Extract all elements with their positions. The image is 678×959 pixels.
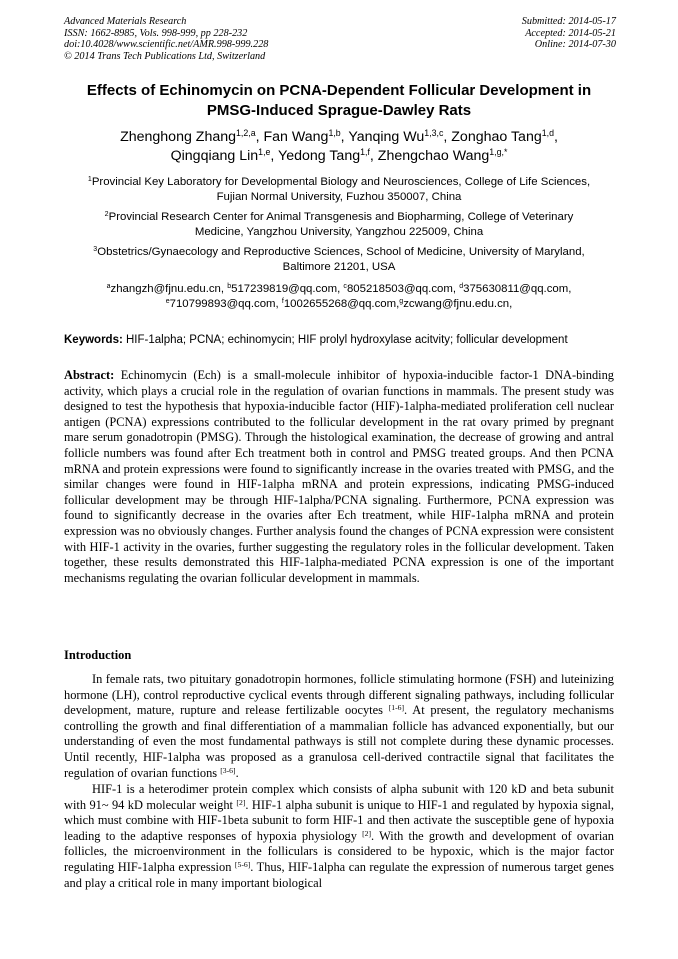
- email-line-1: [56, 282, 622, 297]
- email-link[interactable]: 710799893@qq.com,: [169, 297, 282, 310]
- title-line-1: Effects of Echinomycin on PCNA-Dependent Follicular Development in: [86, 82, 592, 99]
- author-line-2: [40, 147, 638, 166]
- paper-title: [40, 81, 638, 120]
- email-sup: a: [106, 283, 111, 291]
- body-text: . Thus, HIF-1alpha can regulate the expression of numerous target genes and play a critical role in many important biological: [64, 859, 614, 890]
- email-sup: e: [165, 297, 170, 305]
- body-text: HIF-1 is a heterodimer protein complex which consists of alpha subunit with 120 kD and beta subunit with 91~ 94 kD molecular weight: [64, 782, 614, 812]
- citation-ref[interactable]: [2]: [236, 797, 246, 807]
- author-separator: ,: [553, 129, 558, 145]
- author-name: Yedong Tang: [278, 148, 361, 164]
- email-line-2: [56, 297, 622, 312]
- section-heading-introduction: Introduction: [64, 648, 132, 662]
- keywords-line: [64, 333, 624, 347]
- author-affil-sup: 1,b: [328, 128, 341, 139]
- author-affil-sup: 1,f: [360, 147, 370, 158]
- email-sup: d: [459, 283, 464, 291]
- email-link[interactable]: 1002655268@qq.com,: [283, 297, 400, 310]
- email-sup: b: [227, 283, 232, 291]
- online-date: Online: 2014-07-30: [534, 39, 616, 51]
- author-affil-sup: 1,2,a: [236, 128, 256, 139]
- accepted-date: Accepted: 2014-05-21: [525, 27, 616, 39]
- author-separator: ,: [369, 148, 378, 164]
- affiliation-sup: 3: [93, 246, 98, 254]
- issn-line: ISSN: 1662-8985, Vols. 998-999, pp 228-232: [64, 27, 248, 39]
- intro-paragraph-2: [64, 782, 614, 891]
- affiliation-3: [56, 245, 622, 275]
- copyright-line: © 2014 Trans Tech Publications Ltd, Switzerland: [64, 50, 266, 62]
- author-name: Qingqiang Lin: [170, 148, 259, 164]
- author-separator: ,: [340, 129, 349, 145]
- author-affil-sup: 1,e: [258, 147, 271, 158]
- affiliation-text: Provincial Key Laboratory for Developmental Biology and Neurosciences, College of Life Sciences,: [91, 176, 591, 188]
- author-list: [40, 128, 638, 166]
- abstract-paragraph: [64, 368, 614, 586]
- citation-ref[interactable]: [5-6]: [234, 859, 251, 869]
- body-text: . At present, the regulatory mechanisms controlling the growth and final differentiation of a mammalian follicle has advanced exponentially, but our understanding of even the most fundamental pathways is still not complete during these dynamic processes. Until recently, HIF-1alpha was proposed as a granulosa cell-derived contractile signal that facilitates the regulation of ovarian functions: [64, 703, 614, 780]
- author-line-1: [40, 128, 638, 147]
- affiliation-1: [56, 175, 622, 205]
- author-name: Zonghao Tang: [451, 129, 542, 145]
- affiliation-sup: 1: [87, 176, 92, 184]
- submitted-date: Submitted: 2014-05-17: [521, 16, 616, 27]
- affiliation-text: Obstetrics/Gynaecology and Reproductive Sciences, School of Medicine, University of Maryland,: [97, 246, 585, 258]
- author-separator: ,: [255, 129, 264, 145]
- body-text: In female rats, two pituitary gonadotropin hormones, follicle stimulating hormone (FSH) and luteinizing hormone (LH), control reproductive cyclical events through different signaling pathways, including follicular development, mature, rupture and release fertilizable oocytes: [64, 672, 614, 718]
- email-link[interactable]: zcwang@fjnu.edu.cn,: [403, 297, 513, 310]
- author-affil-sup: 1,3,c: [424, 128, 444, 139]
- email-sup: f: [281, 297, 284, 305]
- affiliation-text: Fujian Normal University, Fuzhou 350007, China: [216, 190, 462, 203]
- citation-ref[interactable]: [3-6]: [220, 765, 236, 775]
- email-link[interactable]: zhangzh@fjnu.edu.cn,: [110, 283, 228, 295]
- journal-name: Advanced Materials Research: [64, 16, 187, 27]
- email-link[interactable]: 517239819@qq.com,: [231, 283, 344, 295]
- author-name: Fan Wang: [263, 129, 329, 145]
- author-name: Zhengchao Wang: [377, 148, 490, 164]
- affiliation-sup: 2: [104, 211, 109, 219]
- body-text: . With the growth and development of ovarian follicles, the microenvironment in the folliculars is considered to be hypoxic, which is the major factor regulating HIF-1alpha expression: [64, 828, 614, 874]
- email-link[interactable]: 805218503@qq.com,: [346, 283, 460, 295]
- journal-header-left: [64, 16, 268, 62]
- abstract-text: Echinomycin (Ech) is a small-molecule inhibitor of hypoxia-inducible factor-1 DNA-binding activity, which plays a crucial role in the regulation of ovarian functions in mammals. The present study was designed to test the hypothesis that hypoxia-inducible factor (HIF)-1alpha-mediated proliferation cell nuclear antigen (PCNA) expressions contributed to the follicular development in the rat ovary primed by pregnant mare serum gonadotropin (PMSG). Through the histological examination, the decrease of growing and antral follicle numbers was found after Ech treatment both in control and PMSG treated groups. And then PCNA mRNA and protein expressions were found to significantly increase in the ovaries treated with PMSG, and the similar changes were found in HIF-1alpha mRNA and protein expressions, indicating PMSG-induced follicular development may be through HIF-1alpha/PCNA signaling. Furthermore, PCNA expression was found to significantly decrease in the ovaries after Ech treatment, while HIF-1alpha mRNA and protein expression was no obviously changes. Further analysis found the changes of PCNA expression were consistent with HIF-1 activity in the ovaries, further suggesting the regulatory roles in the follicular development. Taken together, these results demonstrated this HIF-1alpha-mediated PCNA expression is one of the important mechanisms regulating the ovarian follicular development in mammals.: [64, 368, 614, 585]
- keywords-text: HIF-1alpha; PCNA; echinomycin; HIF prolyl hydroxylase acitvity; follicular development: [122, 334, 568, 346]
- author-separator: ,: [270, 148, 279, 164]
- body-text: . HIF-1 alpha subunit is unique to HIF-1 and regulated by hypoxia signal, which must combine with HIF-1beta subunit to form HIF-1 and then activate the susceptible gene of hypoxia leading to the adaptive responses of hypoxia physiology: [64, 797, 614, 843]
- body-text: .: [235, 765, 239, 780]
- author-affil-sup: 1,d: [541, 128, 554, 139]
- author-affil-sup: 1,g,*: [489, 147, 508, 158]
- email-sup: g: [399, 297, 404, 305]
- citation-ref[interactable]: [1-6]: [388, 702, 405, 712]
- author-name: Yanqing Wu: [348, 129, 425, 145]
- email-link[interactable]: 375630811@qq.com,: [463, 283, 572, 295]
- keywords-label: Keywords:: [64, 334, 123, 346]
- intro-paragraph-1: [64, 672, 614, 781]
- author-emails: [56, 282, 622, 312]
- affiliation-2: [56, 210, 622, 240]
- author-name: Zhenghong Zhang: [120, 129, 237, 145]
- email-sup: c: [343, 283, 347, 291]
- citation-ref[interactable]: [2]: [362, 828, 372, 838]
- author-separator: ,: [443, 129, 452, 145]
- abstract-label: Abstract:: [64, 368, 115, 382]
- affiliation-text: Provincial Research Center for Animal Transgenesis and Biopharming, College of Veterinary: [108, 211, 574, 223]
- affiliation-text: Baltimore 21201, USA: [282, 260, 396, 273]
- title-line-2: PMSG-Induced Sprague-Dawley Rats: [206, 101, 472, 119]
- doi-line: doi:10.4028/www.scientific.net/AMR.998-999.228: [64, 39, 269, 51]
- journal-header-right: [522, 16, 616, 51]
- affiliation-text: Medicine, Yangzhou University, Yangzhou 225009, China: [194, 225, 484, 238]
